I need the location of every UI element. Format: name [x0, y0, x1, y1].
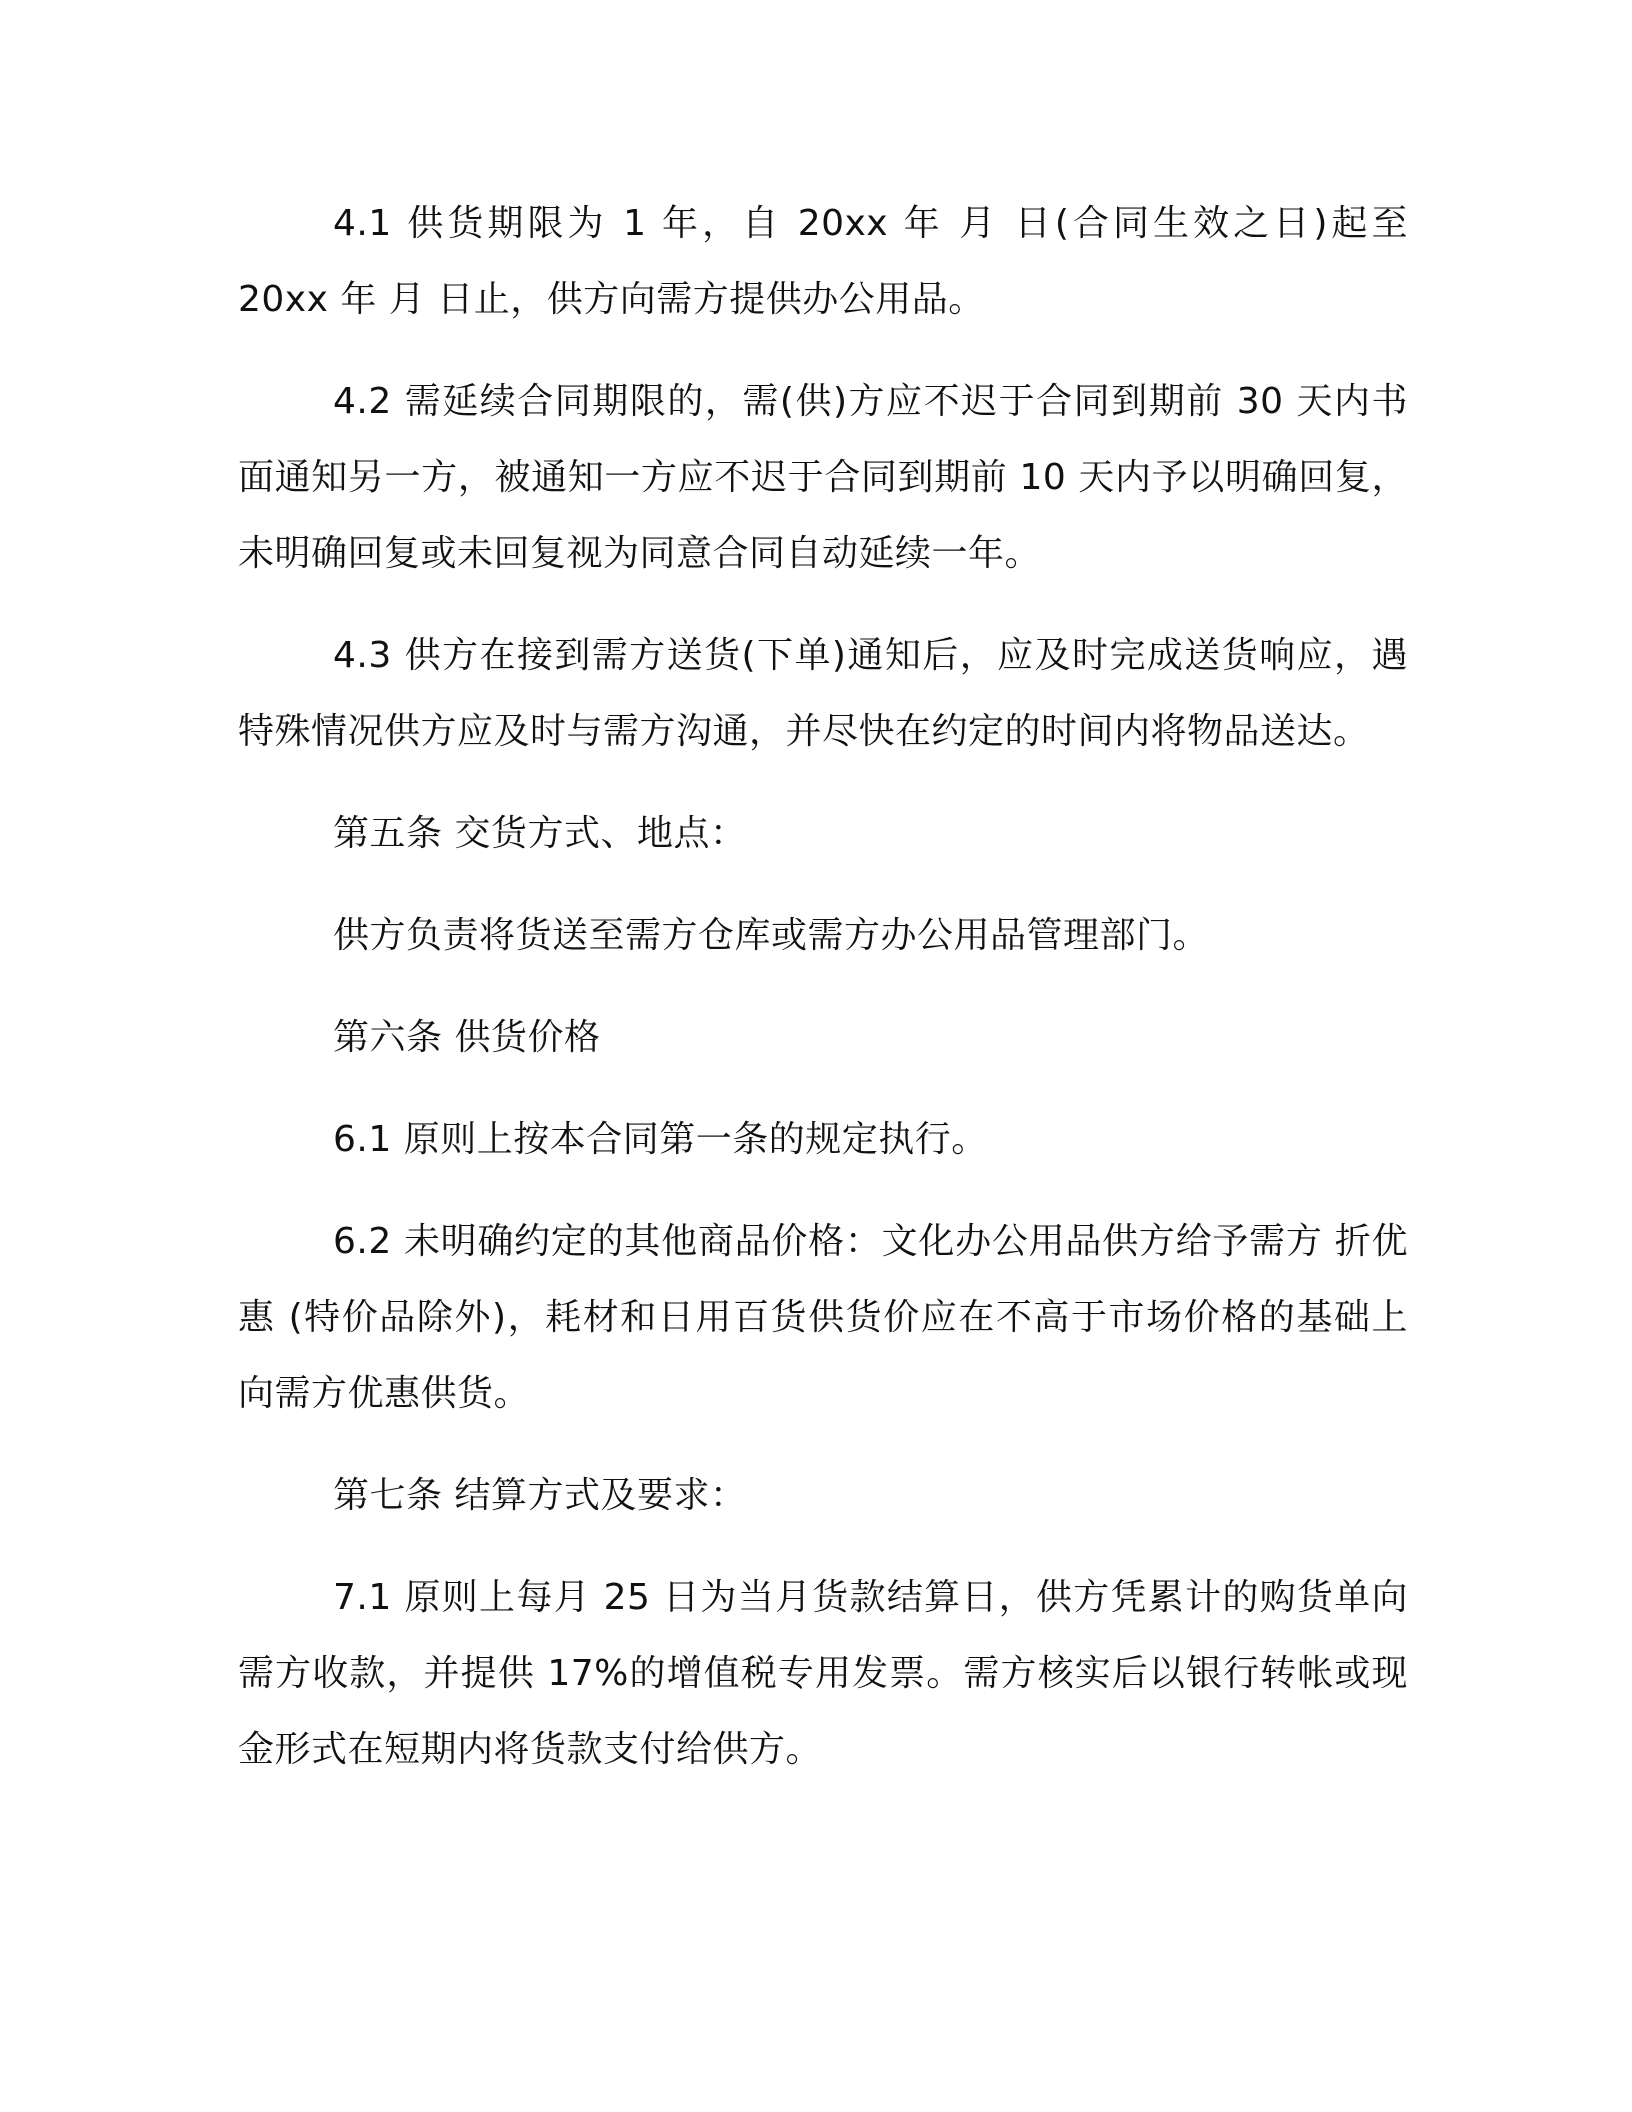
clause-4-1: 4.1 供货期限为 1 年，自 20xx 年 月 日(合同生效之日)起至 20xx 年 月 日止，供方向需方提供办公用品。: [238, 203, 1408, 320]
article-7-heading: 第七条 结算方式及要求：: [333, 1475, 747, 1516]
article-5-text: 供方负责将货送至需方仓库或需方办公用品管理部门。: [333, 915, 1210, 956]
clause-6-1: 6.1 原则上按本合同第一条的规定执行。: [333, 1119, 988, 1160]
clause-6-2: 6.2 未明确约定的其他商品价格：文化办公用品供方给予需方 折优惠 (特价品除外)，耗材和日用百货供货价应在不高于市场价格的基础上向需方优惠供货。: [238, 1221, 1408, 1414]
clause-7-1: 7.1 原则上每月 25 日为当月货款结算日，供方凭累计的购货单向需方收款，并提供 17%的增值税专用发票。需方核实后以银行转帐或现金形式在短期内将货款支付给供方。: [238, 1577, 1408, 1770]
clause-4-3: 4.3 供方在接到需方送货(下单)通知后，应及时完成送货响应，遇特殊情况供方应及时与需方沟通，并尽快在约定的时间内将物品送达。: [238, 635, 1408, 752]
document-body: [238, 186, 1408, 1814]
article-6-heading: 第六条 供货价格: [333, 1017, 601, 1058]
clause-4-2: 4.2 需延续合同期限的，需(供)方应不迟于合同到期前 30 天内书面通知另一方，被通知一方应不迟于合同到期前 10 天内予以明确回复，未明确回复或未回复视为同意合同自动延续一年。: [238, 381, 1408, 574]
article-5-heading: 第五条 交货方式、地点：: [333, 813, 747, 854]
